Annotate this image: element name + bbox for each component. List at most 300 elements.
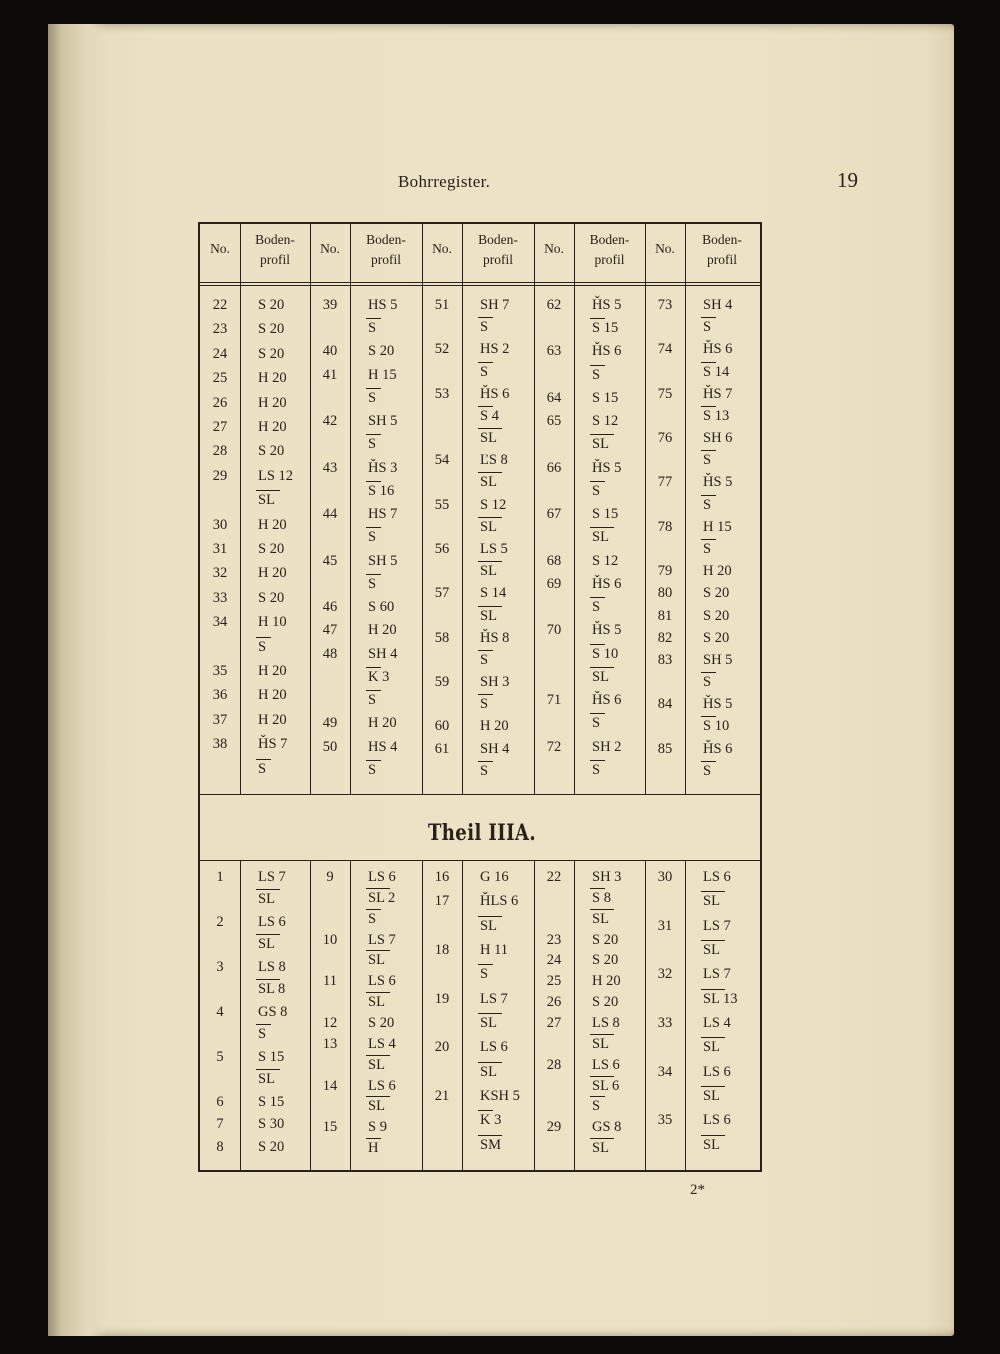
lower-profile-bottom: SL (703, 1136, 720, 1153)
upper-profile-top: S 12 (592, 552, 619, 569)
header-no: No. (544, 241, 564, 256)
upper-profile-top: H 20 (258, 419, 287, 435)
lower-entry-number: 1 (216, 869, 224, 885)
lower-profile-bottom: SL 8 (258, 981, 286, 998)
upper-profile-top: ȞS 5 (703, 474, 733, 491)
upper-profile-bottom: S (703, 319, 712, 336)
upper-entry-number: 79 (657, 563, 673, 580)
upper-entry-number: 36 (212, 687, 228, 704)
lower-entry-number: 26 (546, 994, 562, 1011)
header-no: No. (320, 241, 340, 256)
lower-entry-number: 33 (657, 1015, 673, 1031)
upper-entry-number: 57 (434, 585, 450, 602)
upper-entry-number: 59 (434, 674, 450, 691)
fraction-bar (590, 318, 605, 319)
lower-entry-number: 32 (657, 966, 673, 983)
fraction-bar (478, 517, 502, 518)
upper-entry-number: 78 (657, 518, 673, 535)
upper-entry-number: 51 (434, 297, 450, 313)
upper-profile-top: S 20 (258, 321, 285, 338)
lower-entry-number: 22 (546, 869, 562, 885)
fraction-bar (256, 934, 280, 935)
upper-profile-top: S 20 (703, 607, 730, 624)
lower-profile-bottom: S (592, 1098, 601, 1115)
upper-entry-number: 26 (212, 394, 228, 411)
fraction-bar (590, 1096, 605, 1097)
lower-entry-number: 2 (216, 913, 224, 930)
upper-profile-top: H 20 (258, 516, 287, 533)
lower-profile-top: LS 6 (368, 973, 396, 990)
lower-entry-number: 10 (322, 931, 338, 948)
fraction-bar (478, 406, 493, 407)
lower-entry-number: 31 (657, 917, 673, 934)
header-profile: Boden- profil (255, 232, 295, 267)
number-column-divider (350, 224, 351, 794)
lower-profile-bottom: SL (703, 893, 720, 910)
fraction-bar (590, 909, 614, 910)
lower-profile-top: LS 4 (368, 1035, 396, 1052)
fraction-bar (478, 561, 502, 562)
upper-profile-top: S 14 (480, 585, 507, 602)
upper-profile-top: LS 5 (480, 541, 508, 557)
lower-profile-bottom: SL (258, 936, 275, 953)
upper-profile-top: S 20 (703, 629, 730, 646)
fraction-bar (701, 495, 716, 496)
header-no: No. (655, 241, 675, 256)
lower-profile-bottom: H (368, 1140, 379, 1157)
upper-profile-bottom: SL (258, 492, 275, 509)
upper-profile-top: H 10 (258, 614, 287, 631)
header-profile: Boden- profil (702, 232, 742, 267)
header-no: No. (432, 241, 452, 256)
lower-entry-number: 14 (322, 1077, 338, 1094)
lower-profile-top: LS 6 (368, 1077, 396, 1094)
fraction-bar (366, 434, 381, 435)
upper-entry-number: 22 (212, 297, 228, 313)
upper-entry-number: 52 (434, 341, 450, 358)
lower-profile-middle: K 3 (480, 1112, 502, 1129)
lower-profile-bottom: SL (592, 910, 609, 927)
fraction-bar (701, 317, 716, 318)
upper-entry-number: 72 (546, 738, 562, 755)
fraction-bar (590, 644, 605, 645)
upper-profile-top: SH 4 (368, 645, 398, 662)
upper-profile-top: ȞS 7 (258, 736, 288, 753)
upper-profile-bottom: S (703, 541, 712, 557)
upper-entry-number: 41 (322, 366, 338, 383)
fraction-bar (366, 690, 381, 691)
upper-entry-number: 45 (322, 552, 338, 569)
fraction-bar (701, 450, 716, 451)
lower-entry-number: 20 (434, 1039, 450, 1056)
upper-profile-top: ȞS 5 (592, 622, 622, 639)
upper-profile-top: S 12 (480, 496, 507, 513)
number-column-divider (574, 224, 575, 794)
upper-entry-number: 81 (657, 607, 673, 624)
lower-profile-top: S 20 (592, 952, 619, 969)
upper-profile-bottom: SL (480, 474, 497, 491)
upper-profile-bottom: S (480, 319, 489, 336)
upper-profile-top: ȞS 6 (703, 740, 733, 757)
number-column-divider (574, 860, 575, 1170)
fraction-bar (701, 940, 725, 941)
upper-profile-top: SH 2 (592, 738, 622, 755)
fraction-bar (478, 1135, 502, 1136)
lower-profile-middle: S 8 (592, 889, 611, 906)
upper-profile-top: HS 5 (368, 297, 398, 313)
upper-profile-middle: S 4 (480, 407, 499, 424)
upper-profile-top: S 15 (592, 506, 619, 523)
upper-entry-number: 35 (212, 663, 228, 679)
upper-entry-number: 48 (322, 645, 338, 662)
fraction-bar (478, 472, 502, 473)
lower-entry-number: 7 (216, 1116, 224, 1133)
fraction-bar (478, 362, 493, 363)
lower-profile-middle: SL 6 (592, 1077, 620, 1094)
lower-profile-top: H 11 (480, 942, 509, 958)
upper-profile-top: H 20 (480, 718, 509, 735)
fraction-bar (701, 539, 716, 540)
lower-profile-bottom: SL (368, 1098, 385, 1115)
lower-profile-bottom: SM (480, 1136, 501, 1153)
fraction-bar (478, 916, 502, 917)
upper-profile-top: SH 5 (368, 413, 398, 430)
fraction-bar (366, 992, 390, 993)
fraction-bar (478, 1062, 502, 1063)
upper-profile-top: H 20 (703, 563, 732, 580)
upper-entry-number: 56 (434, 541, 450, 557)
upper-profile-bottom: S (368, 436, 377, 453)
upper-profile-top: SH 4 (703, 297, 733, 313)
upper-entry-number: 85 (657, 740, 673, 757)
lower-profile-top: LS 8 (258, 958, 286, 975)
upper-profile-top: H 20 (258, 687, 287, 704)
lower-profile-bottom: SL (368, 994, 385, 1011)
upper-entry-number: 63 (546, 343, 562, 360)
lower-profile-top: GS 8 (592, 1119, 622, 1136)
upper-profile-bottom: S (368, 692, 377, 709)
lower-profile-bottom: S (258, 1026, 267, 1043)
lower-entry-number: 5 (216, 1048, 224, 1065)
lower-entry-number: 30 (657, 869, 673, 885)
lower-profile-top: LS 6 (703, 1112, 731, 1129)
fraction-bar (590, 760, 605, 761)
fraction-bar (590, 1076, 614, 1077)
number-column-divider (685, 860, 686, 1170)
fraction-bar (366, 1138, 381, 1139)
lower-profile-top: S 15 (258, 1093, 285, 1110)
upper-profile-bottom: SL (480, 430, 497, 447)
upper-profile-top: S 20 (258, 297, 285, 313)
lower-profile-top: S 20 (368, 1015, 395, 1031)
number-column-divider (240, 860, 241, 1170)
upper-profile-bottom: S (703, 762, 712, 779)
upper-profile-bottom: SL (480, 518, 497, 535)
upper-profile-bottom: S (258, 638, 267, 655)
upper-profile-top: S 20 (368, 343, 395, 360)
lower-entry-number: 34 (657, 1063, 673, 1080)
number-column-divider (462, 860, 463, 1170)
fraction-bar (366, 667, 381, 668)
upper-profile-bottom: S (368, 575, 377, 592)
fraction-bar (590, 365, 605, 366)
section-rule (200, 794, 760, 795)
upper-profile-top: H 20 (258, 394, 287, 411)
bohrregister-table (198, 222, 762, 1172)
fraction-bar (590, 1034, 614, 1035)
upper-profile-bottom: S 10 (703, 718, 730, 735)
upper-profile-bottom: S 13 (703, 407, 730, 424)
lower-profile-top: G 16 (480, 869, 509, 885)
lower-profile-bottom: SL (703, 942, 720, 958)
lower-profile-bottom: SL (703, 1088, 720, 1104)
upper-entry-number: 67 (546, 506, 562, 523)
upper-entry-number: 77 (657, 474, 673, 491)
fraction-bar (478, 317, 493, 318)
upper-entry-number: 58 (434, 629, 450, 646)
upper-entry-number: 34 (212, 614, 228, 631)
number-column-divider (462, 224, 463, 794)
fraction-bar (366, 1096, 390, 1097)
upper-profile-top: S 20 (258, 443, 285, 460)
upper-profile-bottom: S (703, 496, 712, 513)
lower-entry-number: 3 (216, 958, 224, 975)
fraction-bar (701, 891, 725, 892)
fraction-bar (590, 713, 605, 714)
upper-profile-bottom: SL (592, 529, 609, 546)
upper-profile-top: S 20 (258, 589, 285, 606)
upper-profile-top: ĽS 8 (480, 452, 508, 469)
lower-entry-number: 18 (434, 942, 450, 958)
lower-profile-bottom: SL (480, 1063, 497, 1080)
upper-entry-number: 25 (212, 370, 228, 387)
upper-profile-bottom: S 16 (368, 482, 395, 499)
header-profile: Boden- profil (366, 232, 406, 267)
lower-profile-top: S 20 (592, 931, 619, 948)
lower-profile-top: LS 6 (703, 1063, 731, 1080)
fraction-bar (478, 428, 502, 429)
upper-profile-middle: K 3 (368, 668, 390, 685)
upper-profile-top: ȞS 5 (592, 459, 622, 476)
upper-profile-top: HS 2 (480, 341, 510, 358)
upper-entry-number: 47 (322, 622, 338, 639)
lower-profile-top: ȞLS 6 (480, 893, 519, 910)
upper-entry-number: 27 (212, 419, 228, 435)
upper-profile-bottom: S (258, 760, 267, 777)
upper-profile-top: S 20 (703, 585, 730, 602)
upper-entry-number: 28 (212, 443, 228, 460)
upper-entry-number: 32 (212, 565, 228, 582)
fraction-bar (701, 1037, 725, 1038)
upper-profile-top: S 60 (368, 599, 395, 616)
upper-entry-number: 39 (322, 297, 338, 313)
fraction-bar (478, 606, 502, 607)
lower-entry-number: 27 (546, 1015, 562, 1031)
upper-profile-top: ȞS 8 (480, 629, 510, 646)
lower-profile-bottom: SL (368, 1056, 385, 1073)
lower-entry-number: 19 (434, 990, 450, 1007)
fraction-bar (478, 964, 493, 965)
lower-entry-number: 21 (434, 1088, 450, 1104)
fraction-bar (701, 1086, 725, 1087)
lower-profile-bottom: SL (368, 952, 385, 969)
lower-profile-top: H 20 (592, 973, 621, 990)
upper-entry-number: 31 (212, 541, 228, 557)
upper-profile-top: ȞS 3 (368, 459, 398, 476)
fraction-bar (478, 1013, 502, 1014)
lower-entry-number: 17 (434, 893, 450, 910)
upper-profile-bottom: SL (592, 436, 609, 453)
header-no: No. (210, 241, 230, 256)
upper-entry-number: 70 (546, 622, 562, 639)
upper-profile-bottom: S (368, 320, 377, 337)
lower-profile-bottom: S (480, 966, 489, 983)
upper-profile-bottom: S (368, 761, 377, 778)
upper-profile-bottom: S (480, 651, 489, 668)
upper-entry-number: 75 (657, 385, 673, 402)
number-column-divider (240, 224, 241, 794)
section-title: Theil IIIA. (427, 820, 537, 846)
upper-profile-bottom: S (592, 599, 601, 616)
header-profile: Boden- profil (478, 232, 518, 267)
upper-profile-top: H 20 (258, 711, 287, 728)
section-rule (200, 860, 760, 861)
lower-profile-top: LS 8 (592, 1015, 620, 1031)
upper-profile-bottom: SL (480, 563, 497, 580)
lower-profile-top: KSH 5 (480, 1088, 520, 1104)
lower-profile-top: LS 7 (368, 931, 396, 948)
upper-profile-top: S 20 (258, 541, 285, 557)
fraction-bar (590, 481, 605, 482)
upper-profile-top: SH 5 (703, 651, 733, 668)
upper-entry-number: 69 (546, 575, 562, 592)
fraction-bar (590, 434, 614, 435)
upper-entry-number: 40 (322, 343, 338, 360)
lower-profile-top: S 20 (258, 1138, 285, 1155)
upper-profile-top: H 20 (368, 715, 397, 732)
upper-profile-top: H 15 (703, 518, 732, 535)
lower-profile-top: SH 3 (592, 869, 622, 885)
upper-profile-top: ȞS 6 (703, 341, 733, 358)
upper-entry-number: 50 (322, 738, 338, 755)
upper-profile-top: SH 6 (703, 430, 733, 447)
number-column-divider (350, 860, 351, 1170)
upper-profile-bottom: S (703, 452, 712, 469)
upper-entry-number: 43 (322, 459, 338, 476)
fraction-bar (701, 761, 716, 762)
lower-profile-bottom: SL (258, 1071, 275, 1088)
upper-profile-top: S 20 (258, 345, 285, 362)
fraction-bar (366, 950, 390, 951)
upper-entry-number: 60 (434, 718, 450, 735)
lower-profile-top: LS 7 (480, 990, 508, 1007)
lower-profile-middle: SL 2 (368, 889, 396, 906)
fraction-bar (478, 761, 493, 762)
upper-entry-number: 84 (657, 696, 673, 713)
upper-profile-bottom: S (592, 366, 601, 383)
header-rule (200, 285, 760, 286)
upper-profile-bottom: S (592, 715, 601, 732)
lower-profile-bottom: SL (480, 917, 497, 934)
lower-profile-top: LS 6 (592, 1056, 620, 1073)
upper-profile-top: SH 4 (480, 740, 510, 757)
upper-profile-bottom: S (592, 482, 601, 499)
fraction-bar (701, 989, 725, 990)
upper-entry-number: 24 (212, 345, 228, 362)
fraction-bar (478, 1110, 493, 1111)
fraction-bar (701, 362, 716, 363)
lower-entry-number: 9 (326, 869, 334, 885)
fraction-bar (701, 716, 716, 717)
upper-profile-top: H 20 (368, 622, 397, 639)
fraction-bar (366, 574, 381, 575)
lower-profile-top: LS 7 (703, 917, 731, 934)
upper-profile-top: ȞS 6 (480, 385, 510, 402)
fraction-bar (366, 1055, 390, 1056)
fraction-bar (590, 667, 614, 668)
upper-profile-bottom: S (368, 389, 377, 406)
number-column-divider (685, 224, 686, 794)
upper-profile-bottom: SL (480, 607, 497, 624)
upper-profile-top: ȞS 5 (592, 297, 622, 313)
lower-profile-bottom: SL (703, 1039, 720, 1056)
fraction-bar (366, 760, 381, 761)
upper-entry-number: 49 (322, 715, 338, 732)
fraction-bar (478, 694, 493, 695)
lower-profile-top: GS 8 (258, 1003, 288, 1020)
lower-profile-top: LS 7 (703, 966, 731, 983)
header-rule (200, 282, 760, 283)
upper-profile-top: S 12 (592, 413, 619, 430)
upper-entry-number: 82 (657, 629, 673, 646)
upper-entry-number: 53 (434, 385, 450, 402)
fraction-bar (590, 597, 605, 598)
fraction-bar (256, 889, 280, 890)
fraction-bar (478, 650, 493, 651)
lower-entry-number: 6 (216, 1093, 224, 1110)
upper-entry-number: 62 (546, 297, 562, 313)
fraction-bar (701, 672, 716, 673)
upper-profile-bottom: SL (592, 668, 609, 685)
upper-profile-top: LS 12 (258, 467, 294, 484)
upper-entry-number: 80 (657, 585, 673, 602)
page-gutter (48, 24, 108, 1336)
lower-entry-number: 24 (546, 952, 562, 969)
fraction-bar (366, 888, 390, 889)
lower-entry-number: 25 (546, 973, 562, 990)
upper-entry-number: 74 (657, 341, 673, 358)
lower-entry-number: 35 (657, 1112, 673, 1129)
upper-profile-bottom: S 14 (703, 363, 730, 380)
lower-profile-top: LS 6 (258, 913, 286, 930)
upper-entry-number: 46 (322, 599, 338, 616)
signature-mark: 2* (690, 1182, 705, 1198)
fraction-bar (366, 909, 381, 910)
upper-profile-bottom: S (480, 762, 489, 779)
upper-profile-middle: S 10 (592, 645, 619, 662)
upper-profile-top: ȞS 7 (703, 385, 733, 402)
upper-profile-top: H 15 (368, 366, 397, 383)
lower-entry-number: 4 (216, 1003, 224, 1020)
upper-entry-number: 38 (212, 736, 228, 753)
fraction-bar (701, 406, 716, 407)
upper-entry-number: 61 (434, 740, 450, 757)
running-title: Bohrregister. (398, 172, 491, 191)
upper-entry-number: 55 (434, 496, 450, 513)
upper-entry-number: 30 (212, 516, 228, 533)
fraction-bar (256, 1024, 271, 1025)
lower-entry-number: 15 (322, 1119, 338, 1136)
